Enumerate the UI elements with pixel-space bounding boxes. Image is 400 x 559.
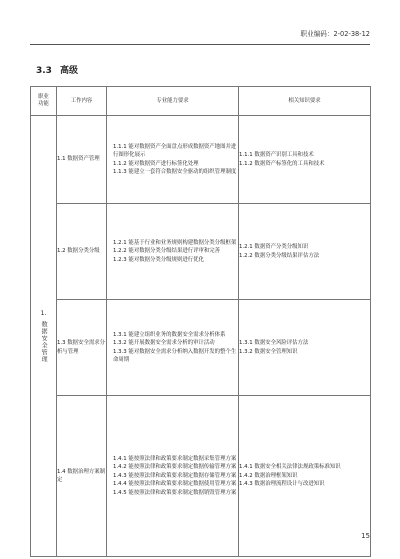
skill-item: 1.1.2 能对数据资产进行标签化处理 [113, 160, 199, 167]
section-title [36, 63, 78, 76]
skill-item: 1.2.3 能对数据分类分级规则进行优化 [113, 256, 204, 263]
skill-item: 1.2.1 能基于行业和业务规则构建数据分类分级框架 [113, 239, 237, 246]
knowledge-cell [239, 300, 371, 396]
skill-item: 1.2.2 能对数据分类分级结果进行评审和完善 [113, 248, 221, 255]
skill-item: 1.3.3 能对数据安全需求分析纳入数据开发的整个生命周期 [113, 348, 237, 363]
skill-item: 1.1.1 能对数据资产全面盘点形成数据资产地图并进行图形化展示 [113, 143, 237, 159]
skill-item: 1.4.5 能按照法律和政策要求制定数据销毁管理方案 [113, 489, 237, 496]
header-knowledge: 相关知识要求 [239, 87, 371, 116]
content-cell: 1.1 数据资产管理 [57, 116, 107, 204]
knowledge-item: 1.4.1 数据安全相关法律法规政策标准知识 [239, 464, 341, 471]
section-number: 3.3 [36, 66, 52, 76]
table-row [31, 204, 371, 300]
knowledge-item: 1.4.2 数据治理框架知识 [239, 472, 298, 479]
skill-item: 1.3.1 能建立组织业务的数据安全需求分析体系 [113, 331, 226, 338]
knowledge-cell [239, 396, 371, 557]
level-name: 数据安全管理 [40, 320, 48, 363]
knowledge-item: 1.1.2 数据资产标签化的工具和技术 [239, 160, 325, 167]
skill-item: 1.4.2 能按照法律和政策要求制定数据传输管理方案 [113, 464, 237, 471]
table-header-row [31, 87, 371, 116]
header-rule [30, 44, 370, 45]
content-cell: 1.3 数据安全需求分析与管理 [57, 300, 107, 396]
knowledge-item: 1.1.1 数据资产识别工具和技术 [239, 152, 314, 159]
skill-item: 1.4.1 能按照法律和政策要求制定数据采集管理方案 [113, 456, 237, 463]
skill-item: 1.1.3 能建立一套符合数据安全驱动的组织管理制度 [113, 168, 237, 175]
skill-cell [107, 204, 239, 300]
occupation-code: 职业编码：2-02-38-12 [300, 30, 370, 38]
knowledge-item: 1.2.1 数据资产分类分级知识 [239, 244, 309, 251]
knowledge-item: 1.2.2 数据分类分级结果评估方法 [239, 252, 320, 259]
header-skill: 专业能力要求 [107, 87, 239, 116]
knowledge-item: 1.3.2 数据安全管理知识 [239, 348, 298, 355]
table-row [31, 396, 371, 557]
content-cell: 1.4 数据治理方案制定 [57, 396, 107, 557]
level-number: 1. [40, 310, 47, 318]
header-content: 工作内容 [57, 87, 107, 116]
knowledge-cell [239, 204, 371, 300]
table-row [31, 300, 371, 396]
knowledge-item: 1.3.1 数据安全风险评估方法 [239, 340, 309, 347]
header-level: 职业 功能 [31, 87, 57, 116]
skill-cell [107, 396, 239, 557]
skill-item: 1.4.4 能按照法律和政策要求制定数据使用管理方案 [113, 481, 237, 488]
skill-item: 1.4.3 能按照法律和政策要求制定数据存储管理方案 [113, 472, 237, 479]
section-label: 高级 [59, 66, 78, 76]
knowledge-cell [239, 116, 371, 204]
table-row [31, 116, 371, 204]
skill-cell [107, 300, 239, 396]
skill-cell [107, 116, 239, 204]
level-cell [31, 116, 57, 557]
knowledge-item: 1.4.3 数据治理流程设计与改进知识 [239, 481, 325, 488]
page-number: 15 [361, 532, 370, 540]
skills-table [30, 86, 371, 557]
content-cell: 1.2 数据分类分级 [57, 204, 107, 300]
skill-item: 1.3.2 能开展数据安全需求分析的审计活动 [113, 340, 215, 347]
